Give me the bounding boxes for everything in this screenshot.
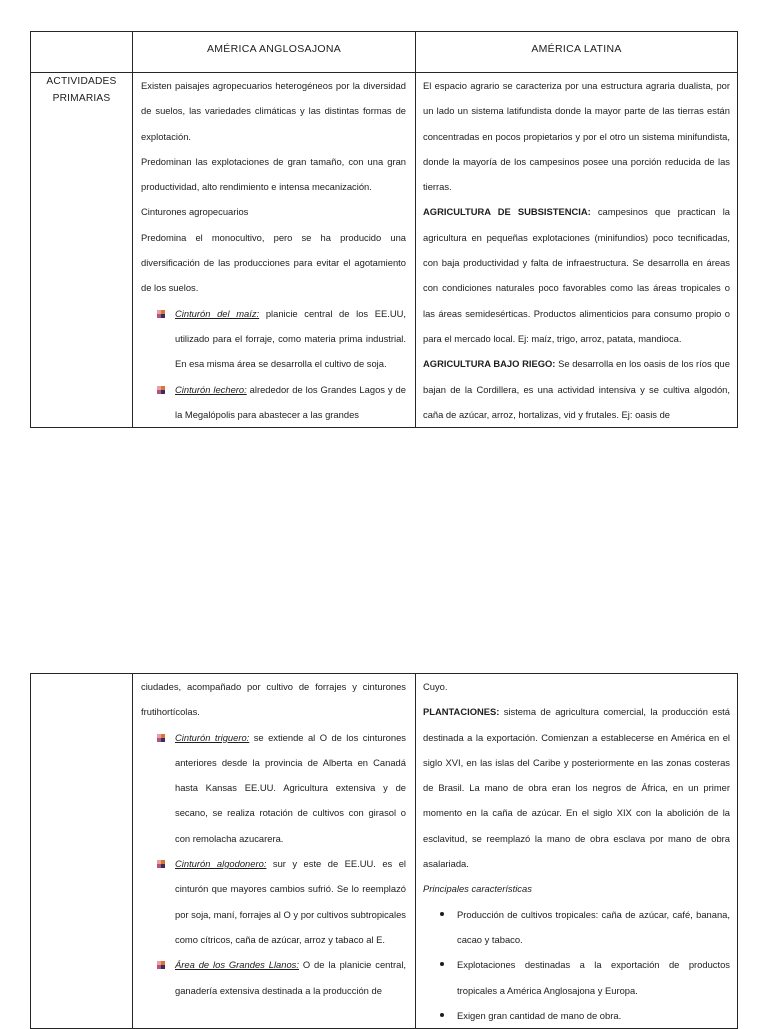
table-row <box>31 73 738 428</box>
anglo-bullet-1-paragraph <box>175 301 406 377</box>
anglo2-bullet-1-term: Cinturón triguero: <box>175 731 250 743</box>
latina2-bullet-list <box>423 902 730 1028</box>
anglo2-paragraph-1: ciudades, acompañado por cultivo de forrajes y cinturones frutihortícolas. <box>141 681 406 718</box>
anglo-paragraph-1: Existen paisajes agropecuarios heterogéneos por la diversidad de suelos, las variedades climáticas y las distintas formas de explotación. <box>141 80 406 142</box>
list-item <box>141 725 406 851</box>
cell-latina-actividades <box>416 73 738 428</box>
anglo2-bullet-2-paragraph <box>175 851 406 952</box>
row-label-line-2: PRIMARIAS <box>52 93 111 104</box>
latina-bajoriego-body: Se desarrolla en los oasis de los ríos que bajan de la Cordillera, es una actividad intensiva y se cultiva algodón, caña de azúcar, arroz, hortalizas, vid y frutales. Ej: oasis de <box>423 358 730 420</box>
dot-bullet-icon <box>440 962 444 966</box>
anglo-bullet-1-term: Cinturón del maíz: <box>175 307 260 319</box>
anglo-paragraph-3: Cinturones agropecuarios <box>141 206 249 218</box>
header-label-latina: AMÉRICA LATINA <box>531 43 622 55</box>
anglo2-bullet-3-text: O de la planicie central, ganadería extensiva destinada a la producción de <box>175 959 407 996</box>
latina-subsistencia-body: campesinos que practican la agricultura en pequeñas explotaciones (minifundios) poco tecnificadas, con baja productividad y falta de infraestructura. Se desarrolla en áreas con condiciones naturales poco favorables como las áreas tropicales o las áreas semidesérticas. Productos alimenticios para consumo propio o para el mercado local. Ej: maíz, trigo, arroz, patata, mandioca. <box>423 206 730 344</box>
header-label-anglosajona: AMÉRICA ANGLOSAJONA <box>206 43 342 55</box>
latina2-paragraph-3 <box>423 876 730 901</box>
anglo-bullet-1-text: planicie central de los EE.UU, utilizado para el forraje, como materia prima industrial. En esa misma área se desarrolla el cultivo de soja. <box>175 307 407 370</box>
latina2-plantaciones-heading: PLANTACIONES: <box>423 706 500 718</box>
row-label-actividades-primarias <box>31 73 133 428</box>
header-cell-blank <box>31 32 133 73</box>
document-page-2 <box>0 660 768 1024</box>
latina2-paragraph-2 <box>423 699 730 876</box>
list-item <box>141 851 406 952</box>
anglo2-bullet-2-term: Cinturón algodonero: <box>175 858 267 870</box>
anglo2-bullet-3-term: Área de los Grandes Llanos: <box>175 959 299 971</box>
latina2-bullet-3: Exigen gran cantidad de mano de obra. <box>457 1009 622 1021</box>
latina-bajoriego-heading: AGRICULTURA BAJO RIEGO: <box>423 358 556 370</box>
picture-bullet-icon <box>157 961 165 969</box>
row-label-continuation <box>31 674 133 1029</box>
latina2-bullet-2: Explotaciones destinadas a la exportación de productos tropicales a América Anglosajona y Europa. <box>457 959 730 996</box>
anglo2-bullet-3-paragraph <box>175 952 406 1003</box>
list-item <box>423 902 730 953</box>
picture-bullet-icon <box>157 860 165 868</box>
latina-paragraph-2 <box>423 199 730 351</box>
anglo2-bullet-1-text: se extiende al O de los cinturones anteriores desde la provincia de Alberta en Canadá hasta Kansas EE.UU. Agricultura extensiva y de secano, se realiza rotación de cultivos con girasol o con remolacha azucarera. <box>175 731 406 844</box>
picture-bullet-icon <box>157 386 165 394</box>
header-cell-anglosajona <box>133 32 416 73</box>
latina2-bullet-1: Producción de cultivos tropicales: caña de azúcar, café, banana, cacao y tabaco. <box>457 908 730 945</box>
latina-paragraph-3 <box>423 351 730 427</box>
anglo-bullet-2-text: alrededor de los Grandes Lagos y de la Megalópolis para abastecer a las grandes <box>175 383 406 420</box>
list-item <box>423 1003 730 1028</box>
table-row <box>31 674 738 1029</box>
latina2-paragraph-1: Cuyo. <box>423 681 448 692</box>
anglo-paragraph-4: Predomina el monocultivo, pero se ha producido una diversificación de las producciones para evitar el agotamiento de los suelos. <box>141 231 406 294</box>
table-header-row <box>31 32 738 73</box>
list-item <box>423 952 730 1003</box>
latina2-plantaciones-body: sistema de agricultura comercial, la producción está destinada a la exportación. Comienzan a establecerse en América en el siglo XVI, en las islas del Caribe y posteriormente en las zonas costeras de Brasil. La mano de obra eran los negros de África, en un primer momento en la caña de azúcar. En el siglo XIX con la abolición de la esclavitud, se reemplazó la mano de obra esclava por mano de obra asalariada. <box>423 706 730 870</box>
comparison-table-page1 <box>30 31 738 428</box>
anglo2-bullet-list <box>141 725 406 1003</box>
row-label-line-1: ACTIVIDADES <box>46 76 117 87</box>
list-item <box>141 952 406 1003</box>
anglo-bullet-list <box>141 301 406 427</box>
list-item <box>141 301 406 377</box>
cell-anglosajona-continuacion <box>133 674 416 1029</box>
dot-bullet-icon <box>440 1013 444 1017</box>
anglo-paragraph-2: Predominan las explotaciones de gran tamaño, con una gran productividad, alto rendimiento e intensa mecanización. <box>141 155 406 193</box>
latina-subsistencia-heading: AGRICULTURA DE SUBSISTENCIA: <box>423 206 591 218</box>
anglo-bullet-2-term: Cinturón lechero: <box>175 383 247 395</box>
dot-bullet-icon <box>440 912 444 916</box>
picture-bullet-icon <box>157 310 165 318</box>
comparison-table-page2 <box>30 673 738 1029</box>
cell-latina-continuacion <box>416 674 738 1029</box>
anglo-bullet-2-paragraph <box>175 377 406 428</box>
anglo2-bullet-1-paragraph <box>175 725 406 851</box>
list-item <box>141 377 406 428</box>
picture-bullet-icon <box>157 734 165 742</box>
latina2-caracteristicas-heading: Principales características <box>423 883 532 895</box>
header-cell-latina <box>416 32 738 73</box>
header-blank-label <box>31 32 132 43</box>
anglo2-bullet-2-text: sur y este de EE.UU. es el cinturón que mayores cambios sufrió. Se lo reemplazó por soja, maní, forrajes al O y por cultivos subtropicales como cítricos, caña de azúcar, arroz y tabaco al E. <box>175 858 407 945</box>
latina-paragraph-1: El espacio agrario se caracteriza por una estructura agraria dualista, por un lado un sistema latifundista donde la mayor parte de las tierras están concentradas en pocos propietarios y por el otro un sistema minifundista, donde la mayoría de los campesinos posee una porción reducida de las tierras. <box>423 80 730 193</box>
cell-anglosajona-actividades <box>133 73 416 428</box>
